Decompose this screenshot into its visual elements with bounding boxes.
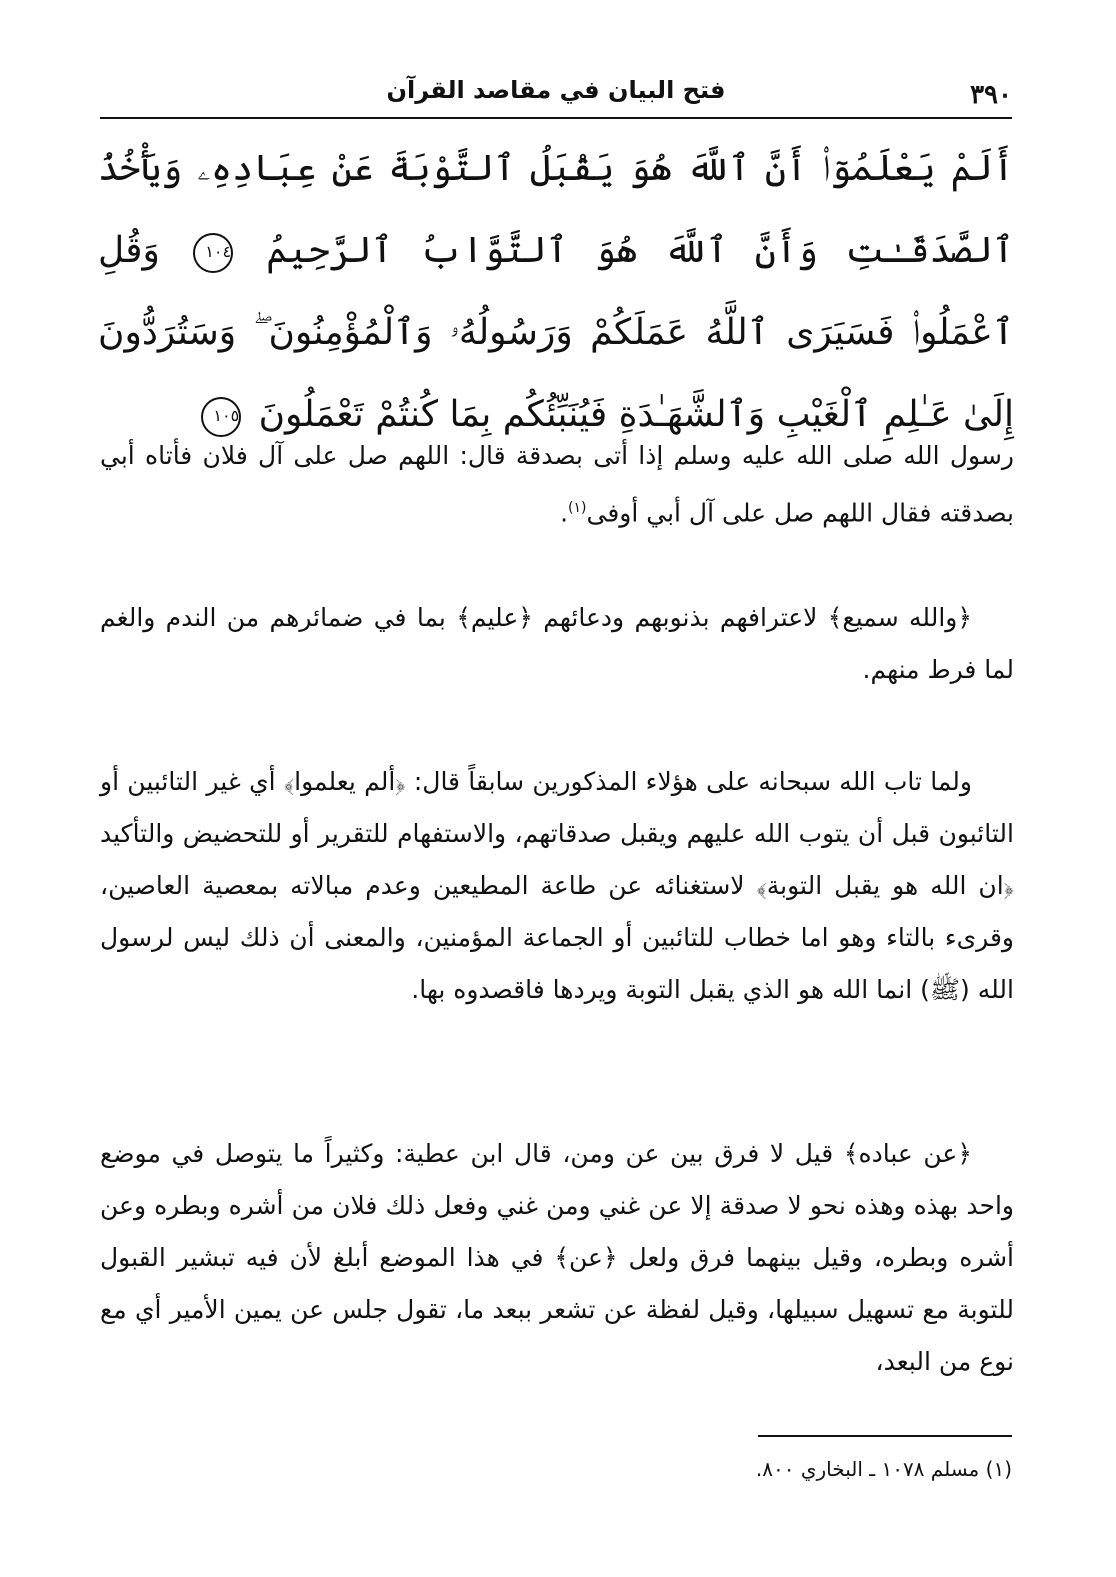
verse-line-3: عَـٰلِمِ ٱلْغَيْبِ وَٱلشَّهَـٰدَةِ فَيُنَبِّئُكُم بِمَا كُنتُمْ تَعْمَلُونَ: [258, 394, 952, 435]
ayah-number-marker: ١٠٤: [193, 233, 233, 273]
paragraph-2: ﴿والله سميع﴾ لاعترافهم بذنوبهم ودعائهم ﴿عليم﴾ بما في ضمائرهم من الندم والغم لما فرط منهم.: [100, 603, 1014, 684]
paragraph-1-end: .: [560, 498, 569, 528]
verse-line-2: ٱلرَّحِيمُ: [266, 230, 393, 271]
paragraph-3: ولما تاب الله سبحانه على هؤلاء المذكورين سابقاً قال: ﴿ألم يعلموا﴾ أي غير التائبين أو التائبون قبل أن يتوب الله عليهم ويقبل صدقاتهم، والاستفهام للتقرير أو للتحضيض والتأكيد ﴿ان الله هو يقبل التوبة﴾ لاستغنائه عن طاعة المطيعين وعدم مبالاته بمعصية العاصين، وقرىء بالتاء وهو اما خطاب للتائبين أو الجماعة المؤمنين، والمعنى أن ذلك ليس لرسول الله (ﷺ) انما الله هو الذي يقبل التوبة ويردها فاقصدوه بها.: [100, 767, 1014, 1004]
running-title: فتح البيان في مقاصد القرآن: [386, 76, 726, 104]
footnote-divider: [758, 1435, 1012, 1437]
page-number: ٣٩٠: [970, 80, 1012, 110]
ayah-number-marker: ١٠٥: [201, 397, 241, 437]
verse-line-1: أَلَمْ يَعْلَمُوٓا۟ أَنَّ ٱللَّهَ هُوَ يَقْبَلُ ٱلتَّوْبَةَ عَنْ عِبَادِهِۦ وَيَأْخُذُ ٱلصَّدَقَـٰتِ وَأَنَّ ٱللَّهَ هُوَ ٱلتَّوَّابُ: [98, 148, 1014, 271]
quran-verse-block: [98, 128, 1014, 456]
paragraph-4: ﴿عن عباده﴾ قيل لا فرق بين عن ومن، قال ابن عطية: وكثيراً ما يتوصل في موضع واحد بهذه وهذه نحو لا صدقة إلا عن غني ومن غني وفعل ذلك فلان من أشره وبطره وعن أشره وبطره، وقيل بينهما فرق ولعل ﴿عن﴾ في هذا الموضع أبلغ لأن فيه تبشير القبول للتوبة مع تسهيل سبيلها، وقيل لفظة عن تشعر ببعد ما، تقول جلس عن يمين الأمير أي مع نوع من البعد،: [100, 1139, 1014, 1376]
paragraph-1-text: رسول الله صلى الله عليه وسلم إذا أتى بصدقة قال: اللهم صل على آل فلان فأتاه أبي بصدقته فقال اللهم صل على آل أبي أوفى: [100, 441, 1014, 528]
paragraph-1: [100, 430, 1014, 539]
footnote-reference: (١): [568, 500, 587, 516]
header-divider: [100, 117, 1012, 119]
footnote: (١) مسلم ١٠٧٨ ـ البخاري ٨٠٠.: [755, 1457, 1012, 1481]
page-header: [100, 72, 1012, 112]
verse-line-2b: وَقُلِ ٱعْمَلُوا۟ فَسَيَرَى ٱللَّهُ عَمَلَكُمْ وَرَسُولُهُۥ وَٱلْمُؤْمِنُونَ ۖ وَسَتُرَدُّونَ إِلَىٰ: [98, 230, 1014, 435]
